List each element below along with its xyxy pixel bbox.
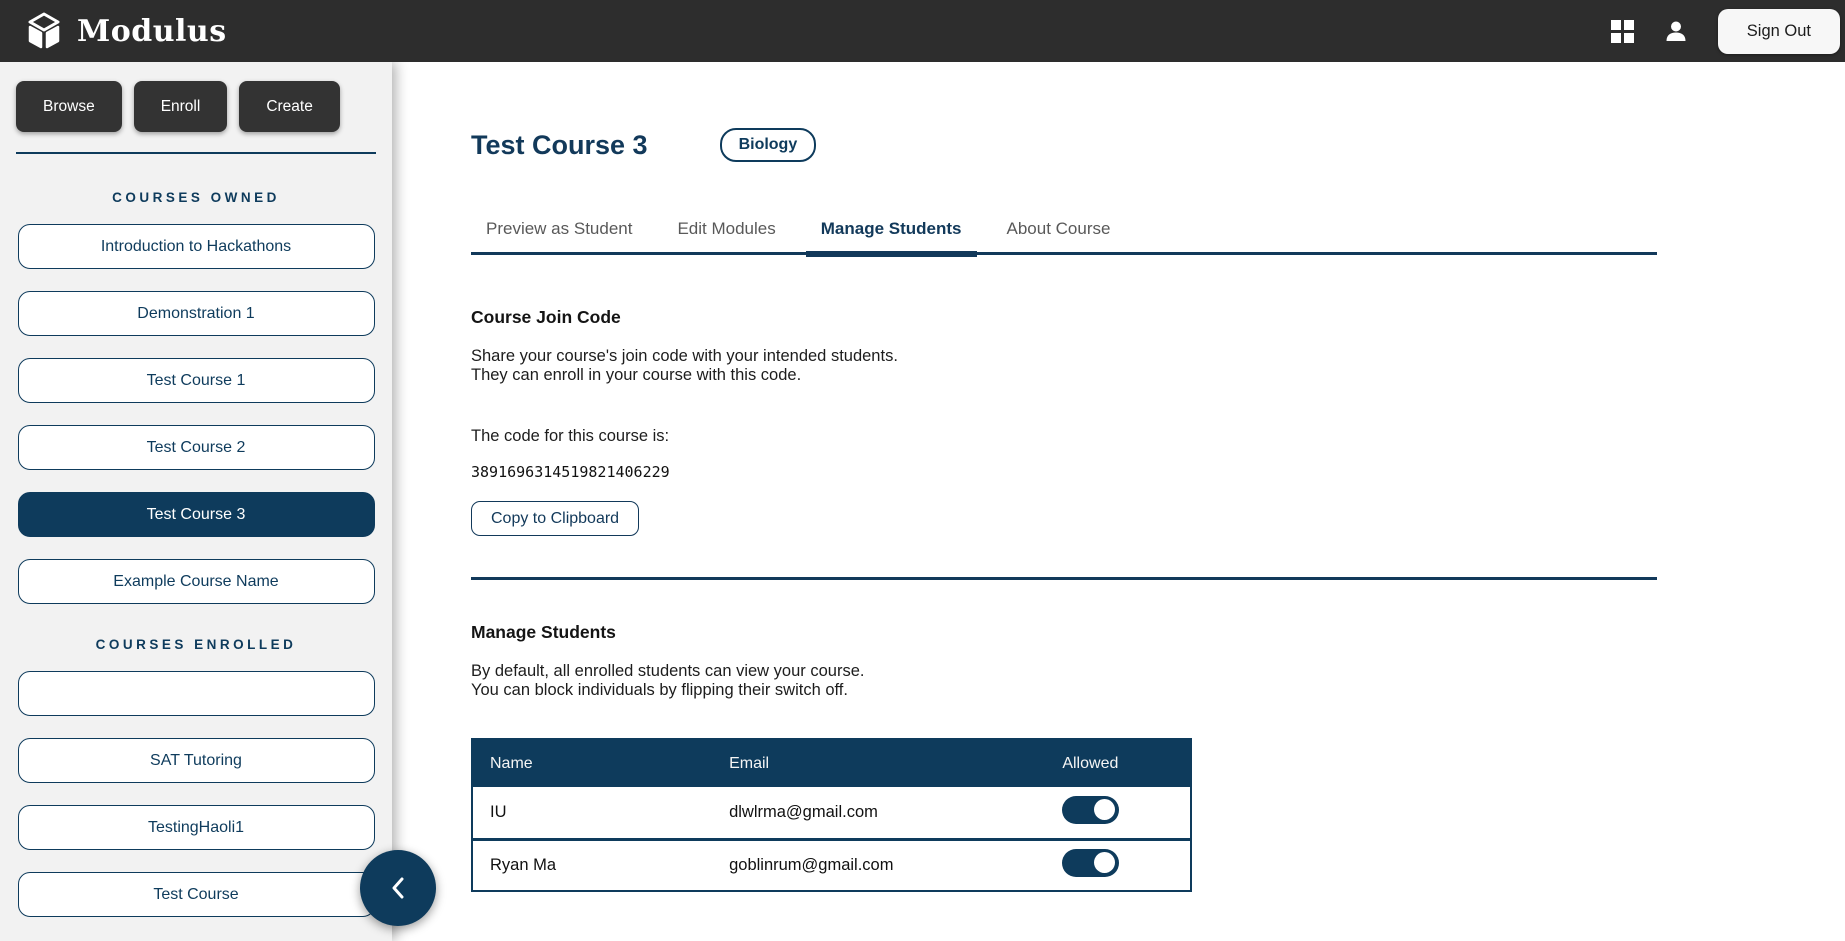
sidebar-collapse-button[interactable] <box>360 850 436 926</box>
student-name: Ryan Ma <box>472 839 712 891</box>
column-header-allowed: Allowed <box>1045 739 1191 787</box>
sidebar-course-testinghaoli1[interactable]: TestingHaoli1 <box>18 805 375 850</box>
subject-badge: Biology <box>720 128 817 162</box>
tab-bar <box>471 219 1657 255</box>
create-button[interactable]: Create <box>239 81 340 132</box>
section-divider <box>471 577 1657 580</box>
courses-owned-header: COURSES OWNED <box>112 190 280 205</box>
chevron-left-icon <box>386 873 410 903</box>
sidebar-course-test-course-1[interactable]: Test Course 1 <box>18 358 375 403</box>
tab-edit-modules[interactable]: Edit Modules <box>677 219 776 238</box>
brand[interactable] <box>24 10 227 52</box>
table-header-row <box>472 739 1191 787</box>
table-row <box>472 839 1191 891</box>
courses-enrolled-list <box>0 671 392 917</box>
tab-preview-as-student[interactable]: Preview as Student <box>486 219 633 238</box>
browse-button[interactable]: Browse <box>16 81 122 132</box>
sidebar-course-demonstration-1[interactable]: Demonstration 1 <box>18 291 375 336</box>
column-header-email: Email <box>712 739 1045 787</box>
student-email: dlwlrma@gmail.com <box>712 787 1045 839</box>
join-code-description-line2: They can enroll in your course with this code. <box>471 366 802 384</box>
sidebar-course-test-course-3[interactable]: Test Course 3 <box>18 492 375 537</box>
manage-students-heading: Manage Students <box>471 622 616 642</box>
person-icon[interactable] <box>1664 19 1688 43</box>
enroll-button[interactable]: Enroll <box>134 81 228 132</box>
sidebar-divider <box>16 152 376 154</box>
sidebar-course-introduction-to-hackathons[interactable]: Introduction to Hackathons <box>18 224 375 269</box>
manage-students-description-line2: You can block individuals by flipping their switch off. <box>471 681 848 699</box>
allowed-toggle[interactable] <box>1062 849 1119 877</box>
cube-icon <box>24 10 64 52</box>
page-title: Test Course 3 <box>471 129 648 160</box>
copy-to-clipboard-button[interactable]: Copy to Clipboard <box>471 501 639 536</box>
allowed-toggle[interactable] <box>1062 796 1119 824</box>
student-email: goblinrum@gmail.com <box>712 839 1045 891</box>
table-row <box>472 787 1191 839</box>
sidebar-course-test-course[interactable]: Test Course <box>18 872 375 917</box>
students-table <box>471 738 1192 892</box>
sidebar <box>0 62 392 941</box>
join-code-description-line1: Share your course's join code with your intended students. <box>471 347 898 365</box>
manage-students-description-line1: By default, all enrolled students can view your course. <box>471 662 865 680</box>
code-label: The code for this course is: <box>471 427 670 445</box>
toggle-knob <box>1094 852 1115 873</box>
courses-owned-list <box>0 224 392 604</box>
navbar <box>0 0 1845 62</box>
courses-enrolled-header: COURSES ENROLLED <box>95 637 297 652</box>
sidebar-course-example-course-name[interactable]: Example Course Name <box>18 559 375 604</box>
sign-out-button[interactable]: Sign Out <box>1718 9 1840 54</box>
grid-icon[interactable] <box>1611 20 1634 43</box>
column-header-name: Name <box>472 739 712 787</box>
sidebar-actions <box>0 81 392 132</box>
tab-about-course[interactable]: About Course <box>1006 219 1111 238</box>
join-code-heading: Course Join Code <box>471 307 621 327</box>
main-content <box>392 62 1845 941</box>
toggle-knob <box>1094 799 1115 820</box>
sidebar-course-sat-tutoring[interactable]: SAT Tutoring <box>18 738 375 783</box>
student-name: IU <box>472 787 712 839</box>
sidebar-course-test-course-2[interactable]: Test Course 2 <box>18 425 375 470</box>
tab-manage-students[interactable]: Manage Students <box>806 219 977 252</box>
course-join-code: 3891696314519821406229 <box>471 463 670 481</box>
brand-name: Modulus <box>77 13 227 49</box>
sidebar-course-unnamed[interactable] <box>18 671 375 716</box>
